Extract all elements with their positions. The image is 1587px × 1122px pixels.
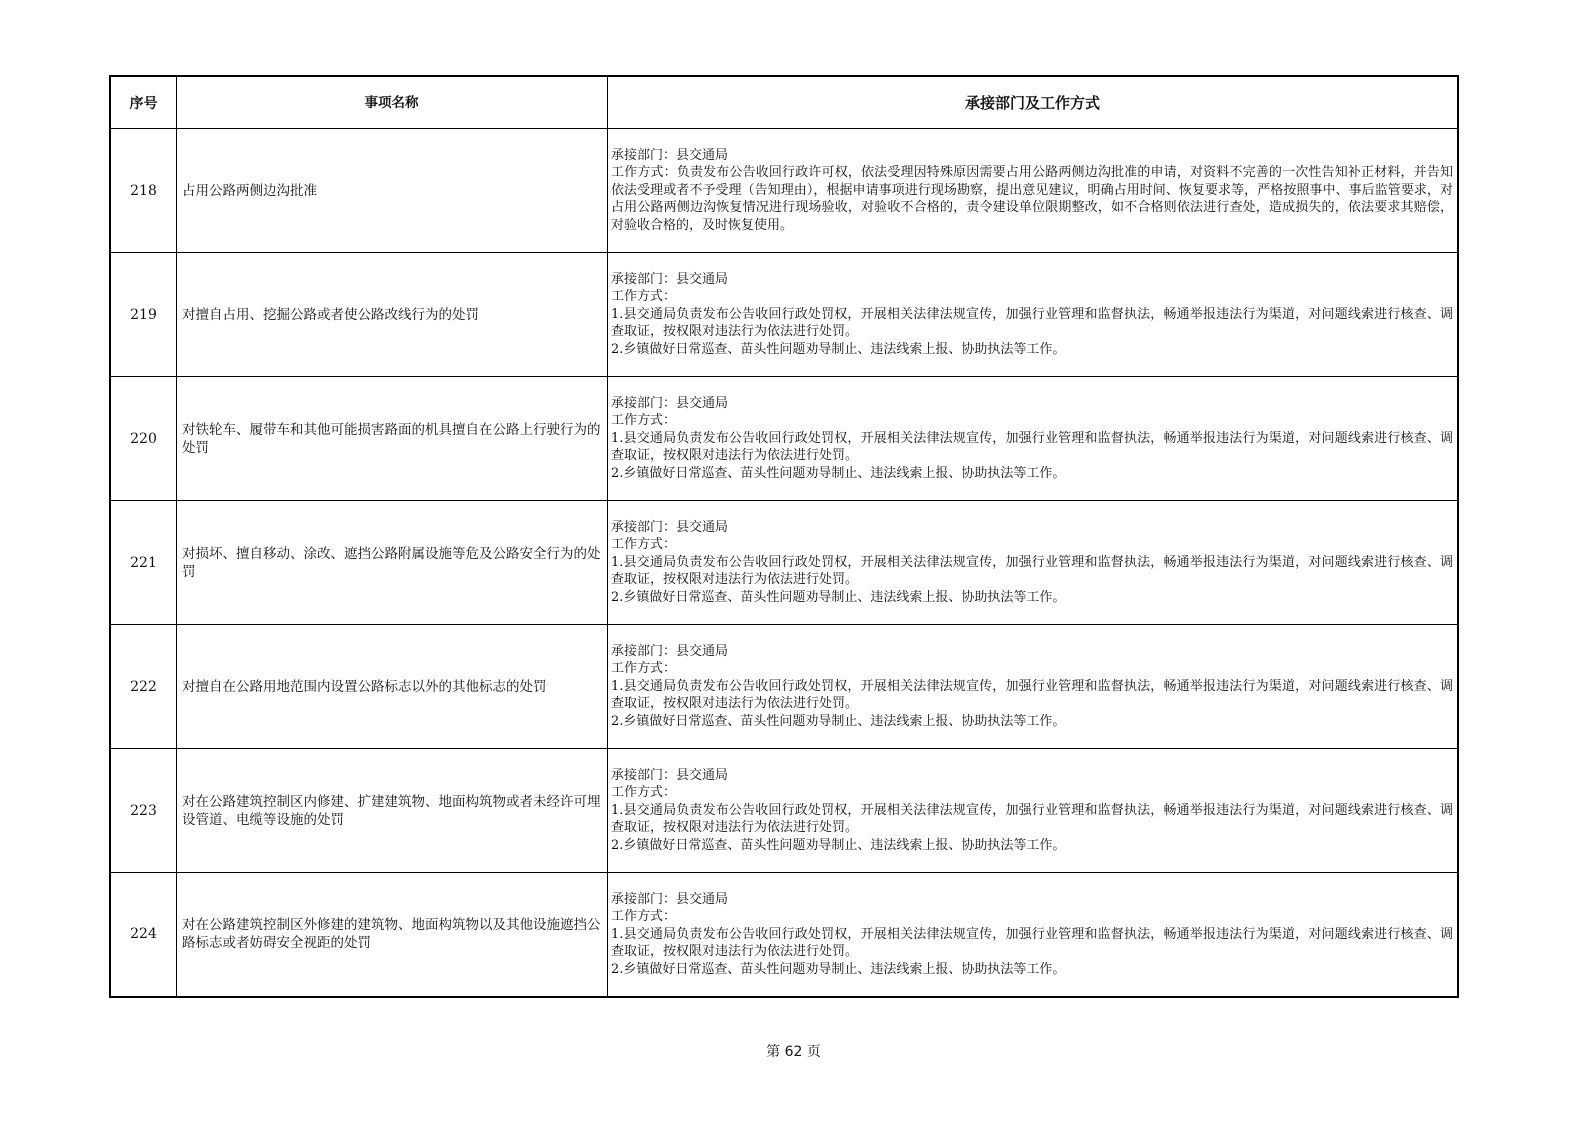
row-number: 222	[110, 625, 177, 749]
page-number: 第 62 页	[766, 1044, 821, 1060]
row-number: 223	[110, 749, 177, 873]
work-method-label: 工作方式：	[611, 785, 677, 801]
table-row	[110, 129, 1458, 253]
row-number: 220	[110, 377, 177, 501]
work-method-label: 工作方式：	[611, 909, 677, 924]
work-method-item-1: 1.县交通局负责发布公告收回行政处罚权，开展相关法律法规宣传，加强行业管理和监督执法，畅通举报违法行为渠道，对问题线索进行核查、调查取证，按权限对违法行为依法进行处罚。	[611, 802, 1453, 836]
work-method-item-1: 1.县交通局负责发布公告收回行政处罚权，开展相关法律法规宣传，加强行业管理和监督执法，畅通举报违法行为渠道，对问题线索进行核查、调查取证，按权限对违法行为依法进行处罚。	[611, 678, 1453, 712]
department-line: 承接部门：县交通局	[611, 519, 729, 535]
work-method-item-2: 2.乡镇做好日常巡查、苗头性问题劝导制止、违法线索上报、协助执法等工作。	[611, 465, 1066, 481]
header-serial-number: 序号	[110, 76, 177, 129]
work-method-item-2: 2.乡镇做好日常巡查、苗头性问题劝导制止、违法线索上报、协助执法等工作。	[611, 341, 1066, 357]
work-method-label: 工作方式：	[611, 661, 677, 677]
matters-table	[109, 75, 1459, 998]
row-number: 221	[110, 501, 177, 625]
department-method-cell	[608, 377, 1459, 501]
department-method-cell	[608, 129, 1459, 253]
table-row	[110, 501, 1458, 625]
work-method-line: 工作方式：负责发布公告收回行政许可权，依法受理因特殊原因需要占用公路两侧边沟批准的申请，对资料不完善的一次性告知补正材料，并告知依法受理或者不予受理（告知理由），根据申请事项进行现场勘察，提出意见建议，明确占用时间、恢复要求等，严格按照事中、事后监管要求，对占用公路两侧边沟恢复情况进行现场验收，对验收不合格的，责令建设单位限期整改，如不合格则依法进行查处，造成损失的，依法要求其赔偿，对验收合格的，及时恢复使用。	[611, 165, 1453, 233]
header-department-method: 承接部门及工作方式	[608, 76, 1459, 129]
department-line: 承接部门：县交通局	[611, 395, 729, 411]
work-method-item-2: 2.乡镇做好日常巡查、苗头性问题劝导制止、违法线索上报、协助执法等工作。	[611, 837, 1066, 853]
table-row	[110, 749, 1458, 873]
table-row	[110, 377, 1458, 501]
work-method-item-1: 1.县交通局负责发布公告收回行政处罚权，开展相关法律法规宣传，加强行业管理和监督执法，畅通举报违法行为渠道，对问题线索进行核查、调查取证，按权限对违法行为依法进行处罚。	[611, 430, 1453, 464]
department-line: 承接部门：县交通局	[611, 147, 729, 163]
matter-name: 对铁轮车、履带车和其他可能损害路面的机具擅自在公路上行驶行为的处罚	[177, 377, 608, 501]
work-method-item-2: 2.乡镇做好日常巡查、苗头性问题劝导制止、违法线索上报、协助执法等工作。	[611, 589, 1066, 605]
work-method-label: 工作方式：	[611, 413, 677, 429]
department-method-cell	[608, 253, 1459, 377]
table-header-row	[110, 76, 1458, 129]
work-method-item-1: 1.县交通局负责发布公告收回行政处罚权，开展相关法律法规宣传，加强行业管理和监督执法，畅通举报违法行为渠道，对问题线索进行核查、调查取证，按权限对违法行为依法进行处罚。	[611, 926, 1453, 959]
row-number: 219	[110, 253, 177, 377]
matter-name: 对损坏、擅自移动、涂改、遮挡公路附属设施等危及公路安全行为的处罚	[177, 501, 608, 625]
matter-name: 占用公路两侧边沟批准	[177, 129, 608, 253]
table-row	[110, 873, 1458, 997]
department-line: 承接部门：县交通局	[611, 891, 729, 907]
work-method-item-2: 2.乡镇做好日常巡查、苗头性问题劝导制止、违法线索上报、协助执法等工作。	[611, 713, 1066, 729]
table-row	[110, 253, 1458, 377]
department-method-cell	[608, 625, 1459, 749]
matter-name: 对擅自在公路用地范围内设置公路标志以外的其他标志的处罚	[177, 625, 608, 749]
work-method-item-2: 2.乡镇做好日常巡查、苗头性问题劝导制止、违法线索上报、协助执法等工作。	[611, 961, 1066, 977]
matter-name: 对在公路建筑控制区外修建的建筑物、地面构筑物以及其他设施遮挡公路标志或者妨碍安全视距的处罚	[177, 873, 608, 997]
matter-name: 对擅自占用、挖掘公路或者使公路改线行为的处罚	[177, 253, 608, 377]
row-number: 224	[110, 873, 177, 997]
department-line: 承接部门：县交通局	[611, 271, 729, 287]
header-matter-name: 事项名称	[177, 76, 608, 129]
department-line: 承接部门：县交通局	[611, 643, 729, 659]
work-method-item-1: 1.县交通局负责发布公告收回行政处罚权，开展相关法律法规宣传，加强行业管理和监督执法，畅通举报违法行为渠道，对问题线索进行核查、调查取证，按权限对违法行为依法进行处罚。	[611, 306, 1453, 340]
department-line: 承接部门：县交通局	[611, 767, 729, 783]
department-method-cell	[608, 749, 1459, 873]
work-method-item-1: 1.县交通局负责发布公告收回行政处罚权，开展相关法律法规宣传，加强行业管理和监督执法，畅通举报违法行为渠道，对问题线索进行核查、调查取证，按权限对违法行为依法进行处罚。	[611, 554, 1453, 588]
row-number: 218	[110, 129, 177, 253]
department-method-cell	[608, 873, 1459, 997]
work-method-label: 工作方式：	[611, 537, 677, 553]
matter-name: 对在公路建筑控制区内修建、扩建建筑物、地面构筑物或者未经许可埋设管道、电缆等设施的处罚	[177, 749, 608, 873]
department-method-cell	[608, 501, 1459, 625]
work-method-label: 工作方式：	[611, 289, 677, 305]
table-row	[110, 625, 1458, 749]
